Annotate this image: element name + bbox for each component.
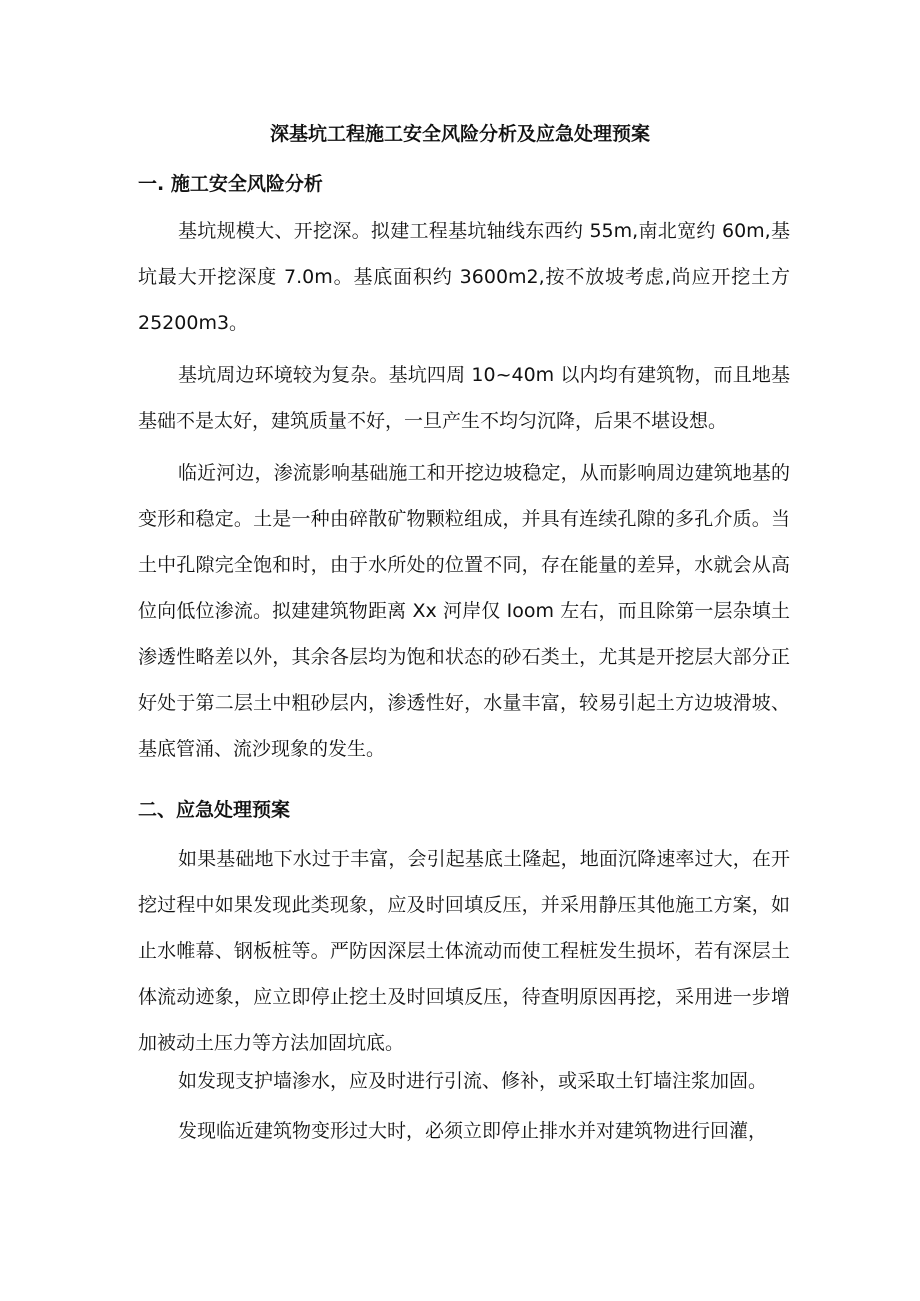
paragraph-adjacent-building: 发现临近建筑物变形过大时，必须立即停止排水并对建筑物进行回灌， xyxy=(178,1120,768,1142)
paragraph-wall-seepage: 如发现支护墙渗水，应及时进行引流、修补，或采取土钉墙注浆加固。 xyxy=(178,1070,768,1092)
section-heading-emergency-plan: 二、应急处理预案 xyxy=(138,799,291,821)
paragraph-groundwater-measures: 如果基础地下水过于丰富，会引起基底土隆起，地面沉降速率过大，在开挖过程中如果发现此类现象，应及时回填反压，并采用静压其他施工方案，如止水帷幕、钢板桩等。严防因深层土体流动而使工程桩发生损坏，若有深层土体流动迹象，应立即停止挖土及时回填反压，待查明原因再挖，采用进一步增加被动土压力等方法加固坑底。 xyxy=(138,848,790,1054)
paragraph-surroundings: 基坑周边环境较为复杂。基坑四周 10~40m 以内均有建筑物，而且地基基础不是太好，建筑质量不好，一旦产生不均匀沉降，后果不堪设想。 xyxy=(138,364,790,432)
paragraph-pit-scale: 基坑规模大、开挖深。拟建工程基坑轴线东西约 55m,南北宽约 60m,基坑最大开挖深度 7.0m。基底面积约 3600m2,按不放坡考虑,尚应开挖土方 25200m3。 xyxy=(138,220,790,334)
section-heading-risk-analysis: 一. 施工安全风险分析 xyxy=(138,173,323,195)
document-title: 深基坑工程施工安全风险分析及应急处理预案 xyxy=(269,123,650,145)
paragraph-seepage: 临近河边，渗流影响基础施工和开挖边坡稳定，从而影响周边建筑地基的变形和稳定。土是一种由碎散矿物颗粒组成，并具有连续孔隙的多孔介质。当土中孔隙完全饱和时，由于水所处的位置不同，存在能量的差异，水就会从高位向低位渗流。拟建建筑物距离 Xx 河岸仅 Ioom 左右，而且除第一层杂填土渗透性略差以外，其余各层均为饱和状态的砂石类土，尤其是开挖层大部分正好处于第二层土中粗砂层内，渗透性好，水量丰富，较易引起土方边坡滑坡、基底管涌、流沙现象的发生。 xyxy=(138,462,790,760)
